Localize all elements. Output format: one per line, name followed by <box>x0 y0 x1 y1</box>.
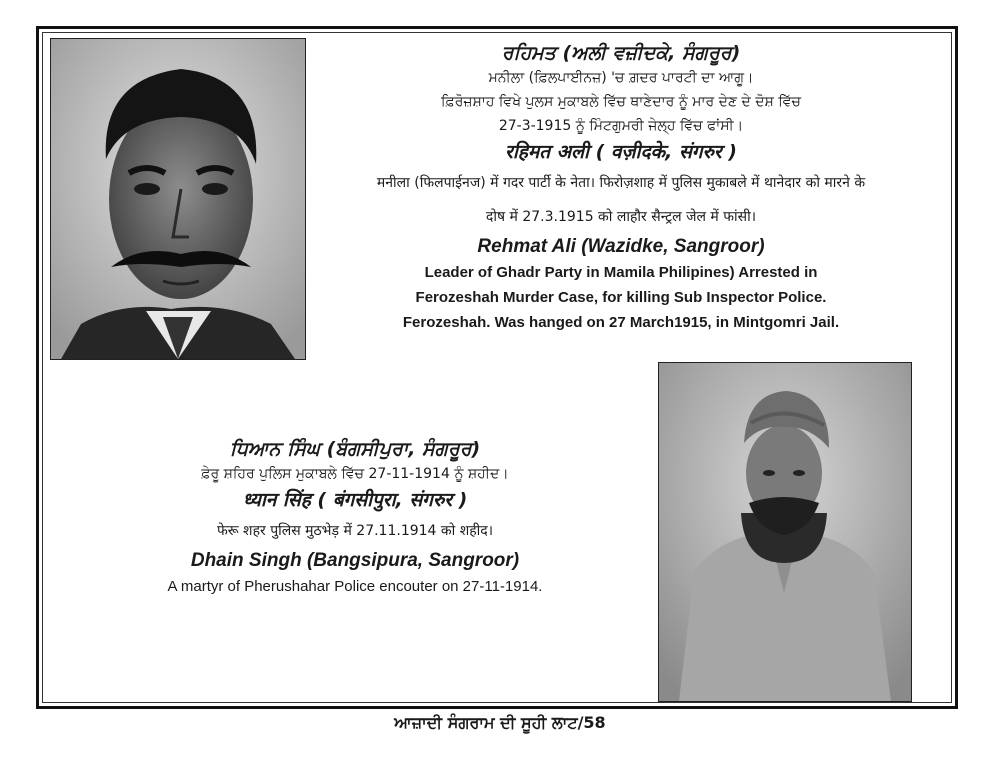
dhain-title-english: Dhain Singh (Bangsipura, Sangroor) <box>190 550 520 571</box>
dhain-title-punjabi: ਧਿਆਨ ਸਿੰਘ (ਬੰਗਸੀਪੁਰਾ, ਸੰਗਰੂਰ) <box>229 438 481 460</box>
rehmat-punjabi-line: 27-3-1915 ਨੂੰ ਮਿੰਟਗੁਮਰੀ ਜੇਲ੍ਹ ਵਿੱਚ ਫਾਂਸੀ। <box>498 118 744 134</box>
portrait-rehmat-ali <box>50 38 306 360</box>
dhain-title-hindi: ध्यान सिंह ( बंगसीपुरा, संगरुर ) <box>242 489 468 511</box>
rehmat-title-hindi: रहिमत अली ( वज़ीदके, संगरुर ) <box>505 141 737 163</box>
rehmat-title-english: Rehmat Ali (Wazidke, Sangroor) <box>477 236 765 257</box>
rehmat-punjabi-line: ਫ਼ਿਰੋਜ਼ਸ਼ਾਹ ਵਿਖੇ ਪੁਲਸ ਮੁਕਾਬਲੇ ਵਿੱਚ ਥਾਣੇਦਾਰ ਨੂੰ ਮਾਰ ਦੇਣ ਦੇ ਦੋਸ਼ ਵਿੱਚ <box>441 94 801 110</box>
dhain-english-line: A martyr of Pherushahar Police encouter on 27-11-1914. <box>167 578 543 595</box>
rehmat-english-line: Leader of Ghadr Party in Mamila Philipines) Arrested in <box>424 264 818 281</box>
portrait-rehmat-ali-drawing <box>51 39 305 359</box>
portrait-dhain-singh-drawing <box>659 363 911 701</box>
dhain-punjabi-line: ਫ਼ੇਰੂ ਸ਼ਹਿਰ ਪੁਲਿਸ ਮੁਕਾਬਲੇ ਵਿੱਚ 27-11-1914 ਨੂੰ ਸ਼ਹੀਦ। <box>201 466 509 482</box>
rehmat-english-line: Ferozeshah. Was hanged on 27 March1915, in Mintgomri Jail. <box>402 314 840 331</box>
dhain-hindi-line: फेरू शहर पुलिस मुठभेड़ में 27.11.1914 को शहीद। <box>216 523 494 539</box>
rehmat-hindi-line: दोष में 27.3.1915 को लाहौर सैन्ट्रल जेल में फांसी। <box>485 209 757 225</box>
rehmat-punjabi-line: ਮਨੀਲਾ (ਫ਼ਿਲਪਾਈਨਜ਼) 'ਚ ਗ਼ਦਰ ਪਾਰਟੀ ਦਾ ਆਗੂ। <box>488 70 754 86</box>
page-footer: ਆਜ਼ਾਦੀ ਸੰਗਰਾਮ ਦੀ ਸੂਹੀ ਲਾਟ/58 <box>394 713 606 732</box>
portrait-dhain-singh <box>658 362 912 702</box>
rehmat-english-line: Ferozeshah Murder Case, for killing Sub Inspector Police. <box>415 289 827 306</box>
rehmat-hindi-line: मनीला (फिलपाईनज) में गदर पार्टी के नेता। फिरोज़शाह में पुलिस मुकाबले में थानेदार को मारने के <box>376 175 866 191</box>
rehmat-title-punjabi: ਰਹਿਮਤ (ਅਲੀ ਵਜ਼ੀਦਕੇ, ਸੰਗਰੂਰ) <box>501 42 741 64</box>
entry-rehmat-ali <box>314 40 928 335</box>
entry-dhain-singh <box>60 436 650 600</box>
